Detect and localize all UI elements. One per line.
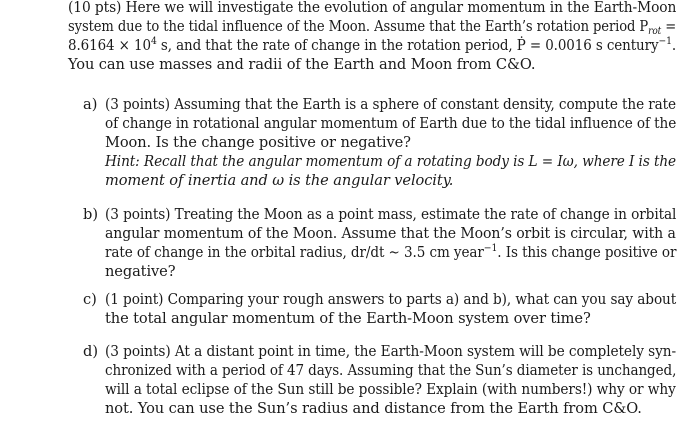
part-a-line-3: Moon. Is the change positive or negative? — [105, 134, 411, 151]
part-c-line-2: the total angular momentum of the Earth-Moon system over time? — [105, 310, 591, 327]
part-a-hint-line-1: Hint: Recall that the angular momentum of a rotating body is L = Iω, where I is the — [105, 153, 677, 170]
part-c-label: c) — [83, 291, 97, 308]
part-c-line-1: (1 point) Comparing your rough answers to parts a) and b), what can you say about — [105, 291, 677, 308]
intro-line-3: $8.6164 \times 10^4$ s, and that the rate of change in the rotation period, Ṗ = 0.0016 s century$^{-1}$. — [68, 36, 677, 54]
part-b-line-1: (3 points) Treating the Moon as a point mass, estimate the rate of change in orbital — [105, 206, 677, 223]
part-b-line-4: negative? — [105, 263, 176, 280]
part-b-label: b) — [83, 206, 99, 223]
part-d-label: d) — [83, 343, 99, 360]
part-a-line-1: (3 points) Assuming that the Earth is a sphere of constant density, compute the rate — [105, 96, 676, 113]
part-a-label: a) — [83, 96, 98, 113]
part-b-line-3: rate of change in the orbital radius, dr/dt ∼ 3.5 cm year$^{-1}$. Is this change positive or — [105, 243, 677, 261]
intro-line-1: (10 pts) Here we will investigate the evolution of angular momentum in the Earth-Moon — [68, 0, 677, 16]
part-b-line-2: angular momentum of the Moon. Assume that the Moon’s orbit is circular, with a — [105, 225, 676, 242]
part-d-line-1: (3 points) At a distant point in time, the Earth-Moon system will be completely syn- — [105, 343, 677, 360]
part-a-hint-line-2: moment of inertia and ω is the angular velocity. — [105, 172, 454, 189]
intro-line-2: system due to the tidal influence of the Moon. Assume that the Earth’s rotation period $P_{rot}$ = — [68, 18, 677, 37]
part-d-line-2: chronized with a period of 47 days. Assuming that the Sun’s diameter is unchanged, — [105, 362, 677, 379]
intro-line-4: You can use masses and radii of the Earth and Moon from C&O. — [68, 56, 536, 73]
part-d-line-4: not. You can use the Sun’s radius and distance from the Earth from C&O. — [105, 400, 642, 417]
part-a-line-2: of change in rotational angular momentum of Earth due to the tidal influence of the — [105, 115, 677, 132]
part-d-line-3: will a total eclipse of the Sun still be possible? Explain (with numbers!) why or why — [105, 381, 676, 398]
